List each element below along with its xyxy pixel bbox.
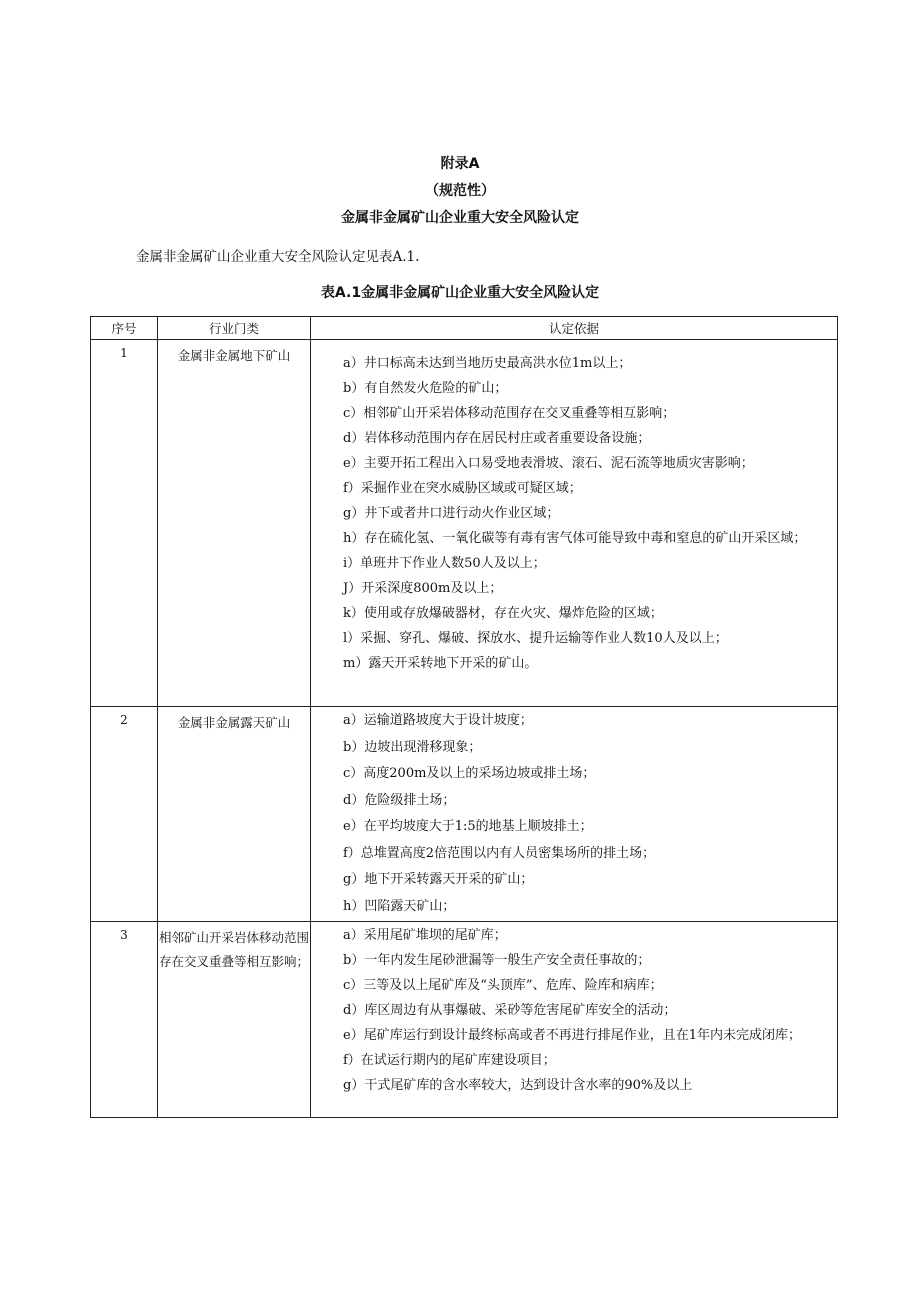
criteria-item: h）存在硫化氢、一氧化碳等有毒有害气体可能导致中毒和窒息的矿山开采区域；: [343, 531, 807, 546]
header-serial: 序号: [91, 317, 158, 340]
intro-paragraph: 金属非金属矿山企业重大安全风险认定见表A.1.: [136, 249, 420, 265]
criteria-item: f）在试运行期内的尾矿库建设项目；: [343, 1053, 556, 1068]
criteria-item: e）在平均坡度大于1:5的地基上顺坡排土；: [343, 819, 593, 834]
appendix-subtitle: 金属非金属矿山企业重大安全风险认定: [341, 210, 579, 226]
table-caption: 表A.1金属非金属矿山企业重大安全风险认定: [320, 285, 600, 301]
row-category: 金属非金属露天矿山: [158, 707, 311, 922]
criteria-item: J）开采深度800m及以上；: [343, 581, 503, 596]
criteria-item: c）三等及以上尾矿库及“头顶库”、危库、险库和病库；: [343, 978, 663, 993]
table-row: [91, 340, 838, 707]
criteria-item: f）总堆置高度2倍范围以内有人员密集场所的排土场；: [343, 845, 656, 861]
criteria-item: d）危险级排土场；: [343, 792, 456, 808]
criteria-item: f）采掘作业在突水威胁区域或可疑区域；: [343, 481, 582, 496]
criteria-item: b）一年内发生尾砂泄漏等一般生产安全责任事故的；: [343, 953, 651, 968]
row-criteria: [311, 340, 838, 707]
appendix-type: （规范性）: [425, 183, 495, 199]
table-row: [91, 922, 838, 1118]
criteria-item: e）主要开拓工程出入口易受地表滑坡、滚石、泥石流等地质灾害影响；: [343, 456, 754, 471]
criteria-item: d）库区周边有从事爆破、采砂等危害尾矿库安全的活动；: [343, 1003, 677, 1018]
row-category: 金属非金属地下矿山: [158, 340, 311, 707]
row-category: 相邻矿山开采岩体移动范围存在交叉重叠等相互影响；: [158, 922, 311, 1118]
appendix-title: 附录A: [440, 156, 480, 172]
criteria-item: l）采掘、穿孔、爆破、探放水、提升运输等作业人数10人及以上；: [343, 631, 728, 646]
criteria-item: e）尾矿库运行到设计最终标高或者不再进行排尾作业，且在1年内未完成闭库；: [343, 1028, 801, 1043]
criteria-item: a）采用尾矿堆坝的尾矿库；: [343, 928, 507, 943]
criteria-item: g）地下开采转露天开采的矿山；: [343, 872, 534, 887]
criteria-item: g）干式尾矿库的含水率较大，达到设计含水率的90%及以上: [343, 1078, 693, 1093]
criteria-item: [343, 920, 837, 921]
criteria-item: d）岩体移动范围内存在居民村庄或者重要设备设施；: [343, 431, 651, 446]
criteria-item: m）露天开采转地下开采的矿山。: [343, 656, 538, 671]
row-criteria: [311, 922, 838, 1118]
criteria-list: [311, 351, 837, 676]
criteria-list: [311, 708, 837, 921]
header-category: 行业门类: [158, 317, 311, 340]
table-row: [91, 707, 838, 922]
row-number: 3: [91, 922, 158, 1118]
header-basis: 认定依据: [311, 317, 838, 340]
criteria-item: a）井口标高未达到当地历史最高洪水位1m以上；: [343, 356, 632, 371]
risk-table: [90, 316, 838, 1118]
row-number: 2: [91, 707, 158, 922]
table-header-row: [91, 317, 838, 340]
criteria-list: [311, 923, 837, 1098]
criteria-item: g）井下或者井口进行动火作业区域；: [343, 506, 560, 521]
criteria-item: c）高度200m及以上的采场边坡或排土场；: [343, 766, 596, 781]
criteria-item: h）凹陷露天矿山；: [343, 898, 456, 914]
criteria-item: b）边坡出现滑移现象；: [343, 739, 482, 755]
criteria-item: i）单班井下作业人数50人及以上；: [343, 556, 546, 571]
criteria-item: b）有自然发火危险的矿山；: [343, 381, 508, 396]
criteria-item: k）使用或存放爆破器材，存在火灾、爆炸危险的区域；: [343, 606, 663, 621]
row-criteria: [311, 707, 838, 922]
criteria-item: a）运输道路坡度大于设计坡度；: [343, 713, 533, 728]
row-number: 1: [91, 340, 158, 707]
criteria-item: c）相邻矿山开采岩体移动范围存在交叉重叠等相互影响；: [343, 406, 676, 421]
